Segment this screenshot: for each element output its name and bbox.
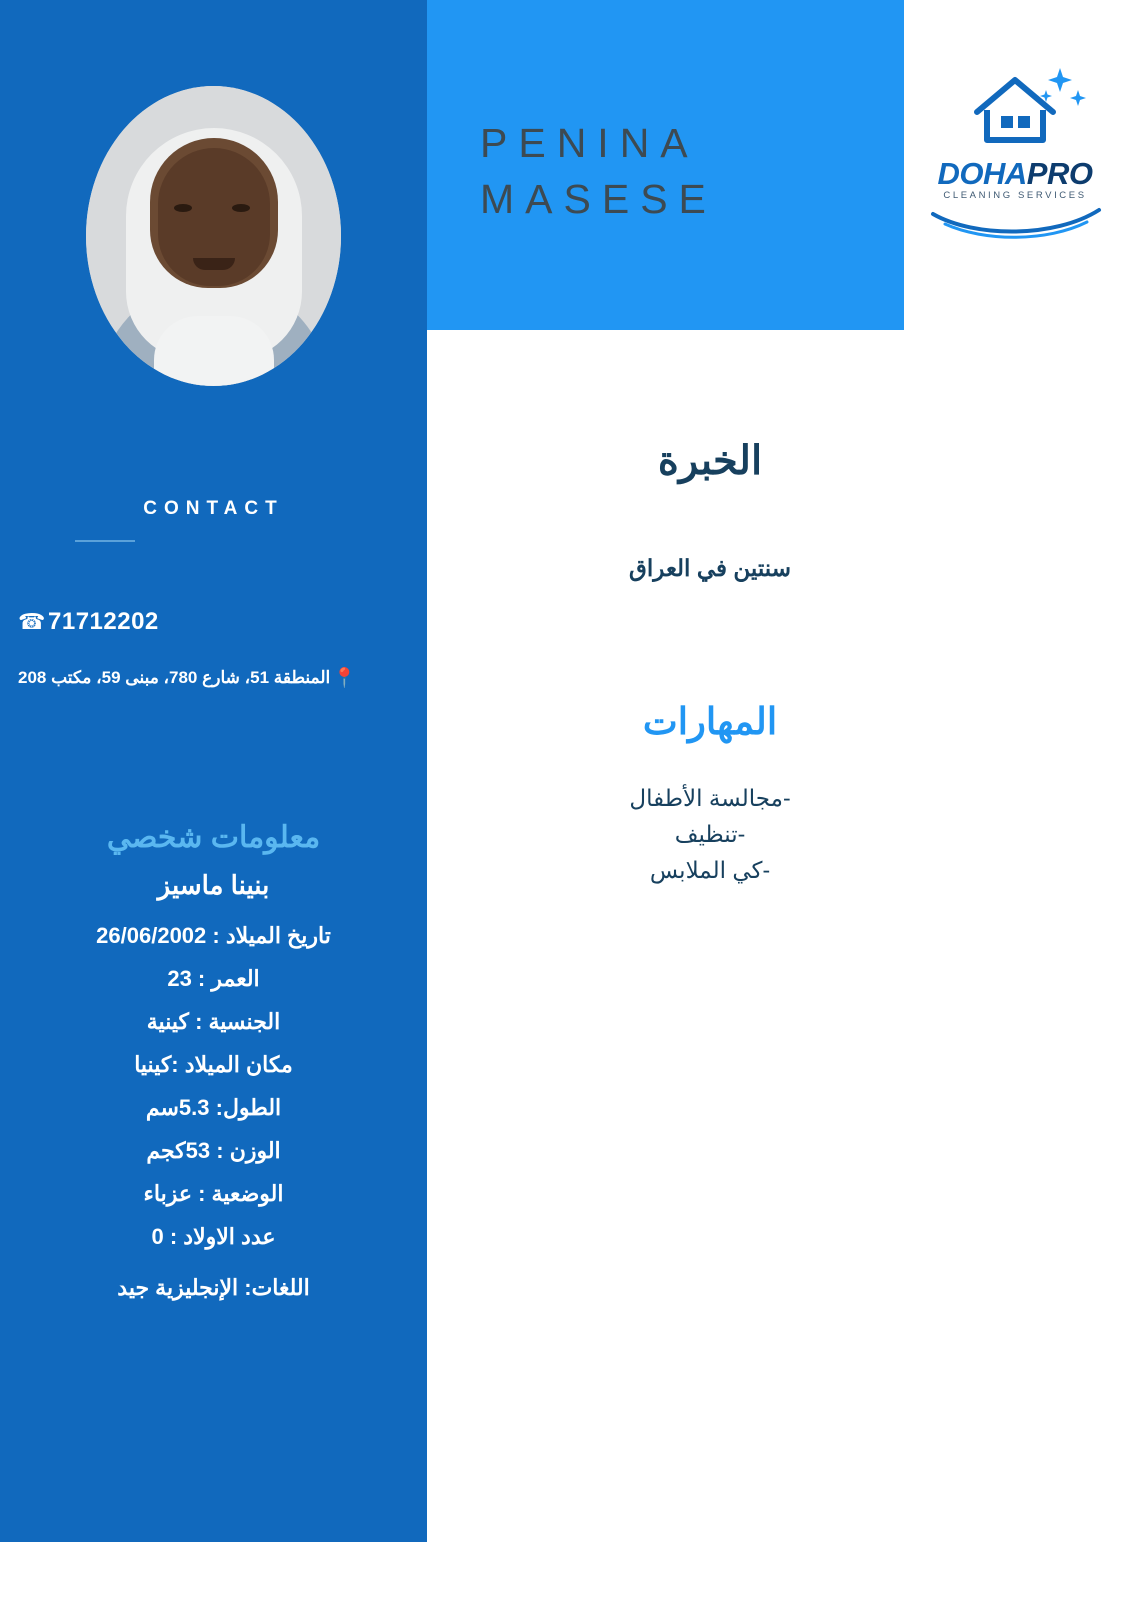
sidebar — [0, 0, 427, 1542]
skills-title: المهارات — [642, 701, 778, 742]
contact-address-row — [18, 666, 418, 690]
list-item: العمر : 23 — [167, 966, 260, 991]
avatar-collar — [154, 316, 274, 386]
avatar-mouth — [193, 258, 235, 270]
contact-section-title: CONTACT — [143, 498, 284, 519]
avatar — [86, 86, 341, 386]
page-title — [480, 115, 900, 227]
list-item: عدد الاولاد : 0 — [151, 1224, 276, 1249]
list-item: تاريخ الميلاد : 26/06/2002 — [96, 923, 331, 948]
contact-divider — [75, 540, 135, 542]
logo-tagline: CLEANING SERVICES — [943, 190, 1087, 201]
avatar-image — [86, 86, 341, 386]
telephone-icon: ☎ — [18, 609, 46, 634]
candidate-first-name: PENINA — [480, 120, 699, 166]
candidate-last-name: MASESE — [480, 176, 717, 222]
logo-swoosh-icon — [915, 200, 1115, 240]
list-item: الوزن : 53كجم — [146, 1138, 281, 1163]
house-sparkle-icon — [915, 60, 1115, 160]
skills-list — [520, 780, 900, 888]
logo-doha: DOHA — [937, 156, 1027, 191]
experience-title: الخبرة — [657, 439, 763, 483]
personal-info-name: بنينا ماسيز — [157, 870, 270, 900]
list-item: -تنظيف — [674, 821, 746, 847]
list-item: -مجالسة الأطفال — [629, 785, 791, 811]
avatar-eye-left — [174, 204, 192, 212]
contact-phone-row[interactable] — [18, 608, 418, 636]
personal-info-list — [0, 914, 427, 1258]
company-logo — [915, 60, 1115, 225]
list-item: مكان الميلاد :كينيا — [134, 1052, 293, 1077]
experience-body: سنتين في العراق — [629, 555, 791, 581]
contact-address-value: المنطقة 51، شارع 780، مبنى 59، مكتب 208 — [18, 668, 331, 687]
logo-pro: PRO — [1026, 156, 1093, 191]
list-item: الجنسية : كينية — [146, 1009, 281, 1034]
list-item: -كي الملابس — [649, 857, 771, 883]
list-item: الوضعية : عزباء — [143, 1181, 284, 1206]
list-item: الطول: 5.3سم — [145, 1095, 282, 1120]
location-pin-icon: 📍 — [332, 668, 357, 689]
personal-info-heading: معلومات شخصي — [106, 821, 321, 854]
logo-wordmark — [915, 156, 1115, 192]
avatar-eye-right — [232, 204, 250, 212]
languages-line: اللغات: الإنجليزية جيد — [117, 1275, 310, 1300]
contact-phone-value: 71712202 — [48, 608, 159, 635]
